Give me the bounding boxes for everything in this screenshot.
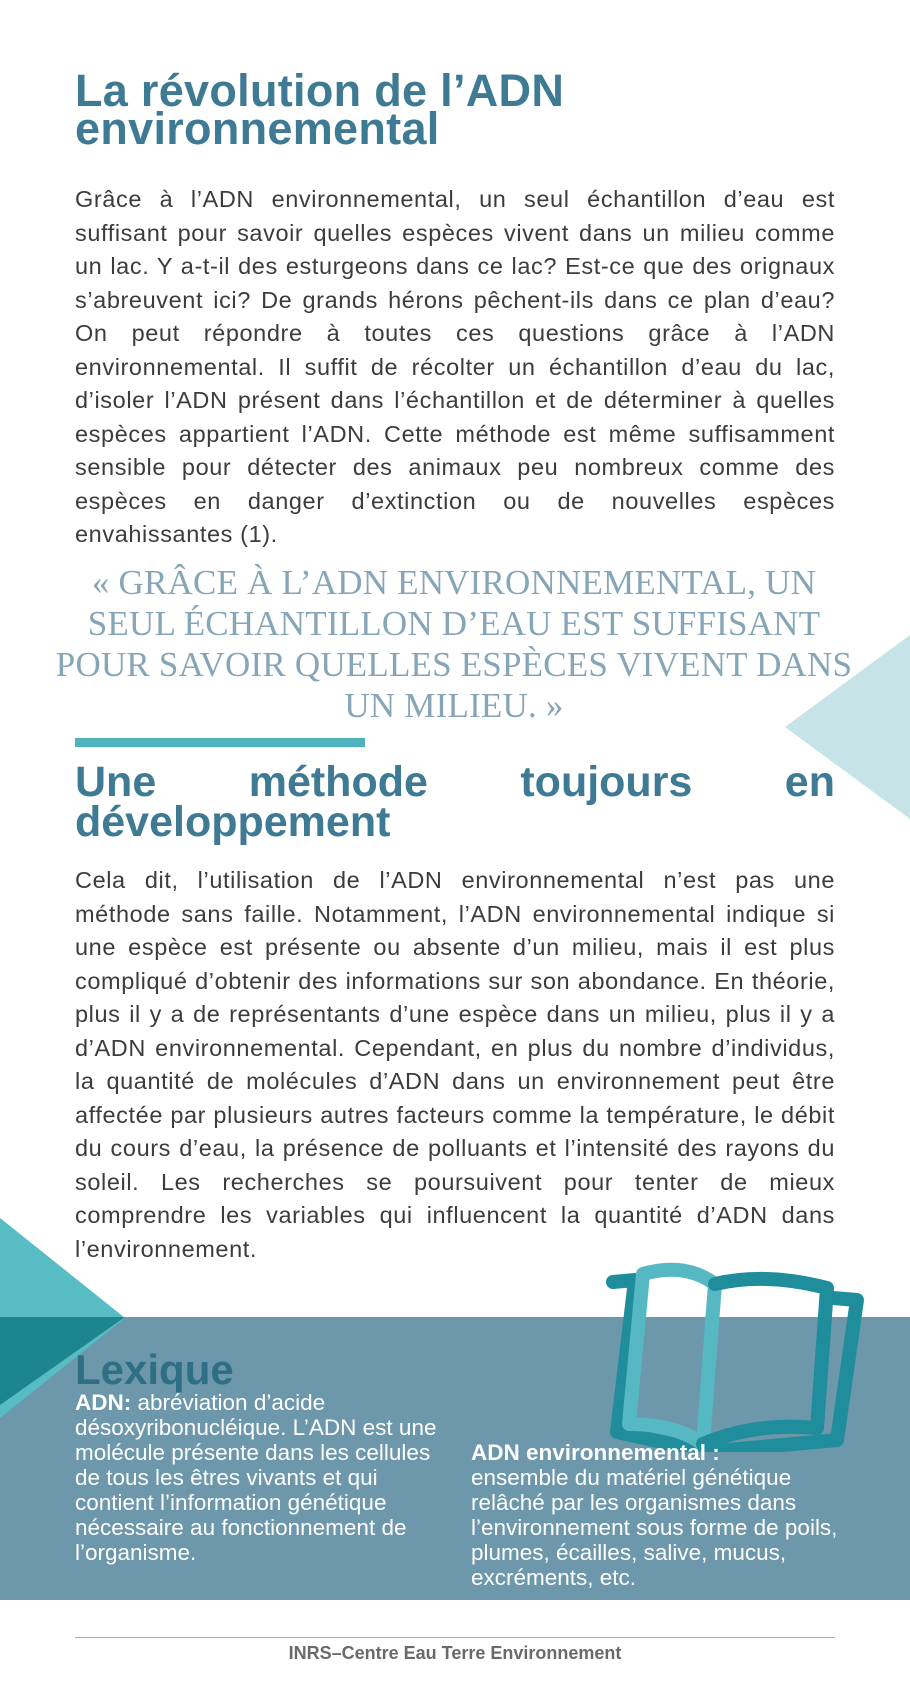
term-label: ADN: [75, 1390, 132, 1415]
accent-bar [75, 738, 365, 747]
term-definition: ensemble du matériel génétique relâché par les organismes dans l’environnement sous forme de poils, plumes, écailles, salive, mucus, excréments, etc. [471, 1465, 838, 1590]
footer-divider [75, 1637, 835, 1638]
section-body-revolution: Grâce à l’ADN environnemental, un seul échantillon d’eau est suffisant pour savoir quelles espèces vivent dans un milieu comme un lac. Y a-t-il des esturgeons dans ce lac? Est-ce que des orignaux s’abreuvent ici? De grands hérons pêchent-ils dans ce plan d’eau? On peut répondre à toutes ces questions grâce à l’ADN environnemental. Il suffit de récolter un échantillon d’eau du lac, d’isoler l’ADN présent dans l’échantillon et de déterminer à quelles espèces appartient l’ADN. Cette méthode est même suffisamment sensible pour détecter des animaux peu nombreux comme des espèces en danger d’extinction ou de nouvelles espèces envahissantes (1). [75, 186, 835, 547]
lexique-term-adn-environnemental [471, 1440, 871, 1590]
section-title-methode-line1: Une méthode toujours en [75, 758, 835, 806]
open-book-icon [595, 1262, 865, 1452]
section-title-revolution: La révolution de l’ADN environnemental [75, 65, 565, 154]
pull-quote: « GRÂCE À L’ADN ENVIRONNEMENTAL, UN SEUL ÉCHANTILLON D’EAU EST SUFFISANT POUR SAVOIR QUELLES ESPÈCES VIVENT DANS UN MILIEU. » [55, 563, 853, 725]
section-title-methode [75, 758, 835, 846]
term-definition: abréviation d’acide désoxyribonucléique. L’ADN est une molécule présente dans les cellules de tous les êtres vivants et qui contient l’information génétique nécessaire au fonctionnement de l’organisme. [75, 1390, 437, 1565]
footer-credit: INRS–Centre Eau Terre Environnement [288, 1643, 622, 1663]
lexique-title: Lexique [75, 1346, 234, 1393]
section-body-methode: Cela dit, l’utilisation de l’ADN environnemental n’est pas une méthode sans faille. Notamment, l’ADN environnemental indique si une espèce est présente ou absente d’un milieu, mais il est plus compliqué d’obtenir des informations sur son abondance. En théorie, plus il y a de représentants d’une espèce dans un milieu, plus il y a d’ADN environnemental. Cependant, en plus du nombre d’individus, la quantité de molécules d’ADN dans un environnement peut être affectée par plusieurs autres facteurs comme la température, le débit du cours d’eau, la présence de polluants et l’intensité des rayons du soleil. Les recherches se poursuivent pour tenter de mieux comprendre les variables qui influencent la quantité d’ADN dans l’environnement. [75, 867, 835, 1262]
section-title-methode-line2: développement [75, 798, 391, 846]
term-label: ADN environnemental : [471, 1440, 720, 1465]
lexique-term-adn [75, 1390, 455, 1565]
